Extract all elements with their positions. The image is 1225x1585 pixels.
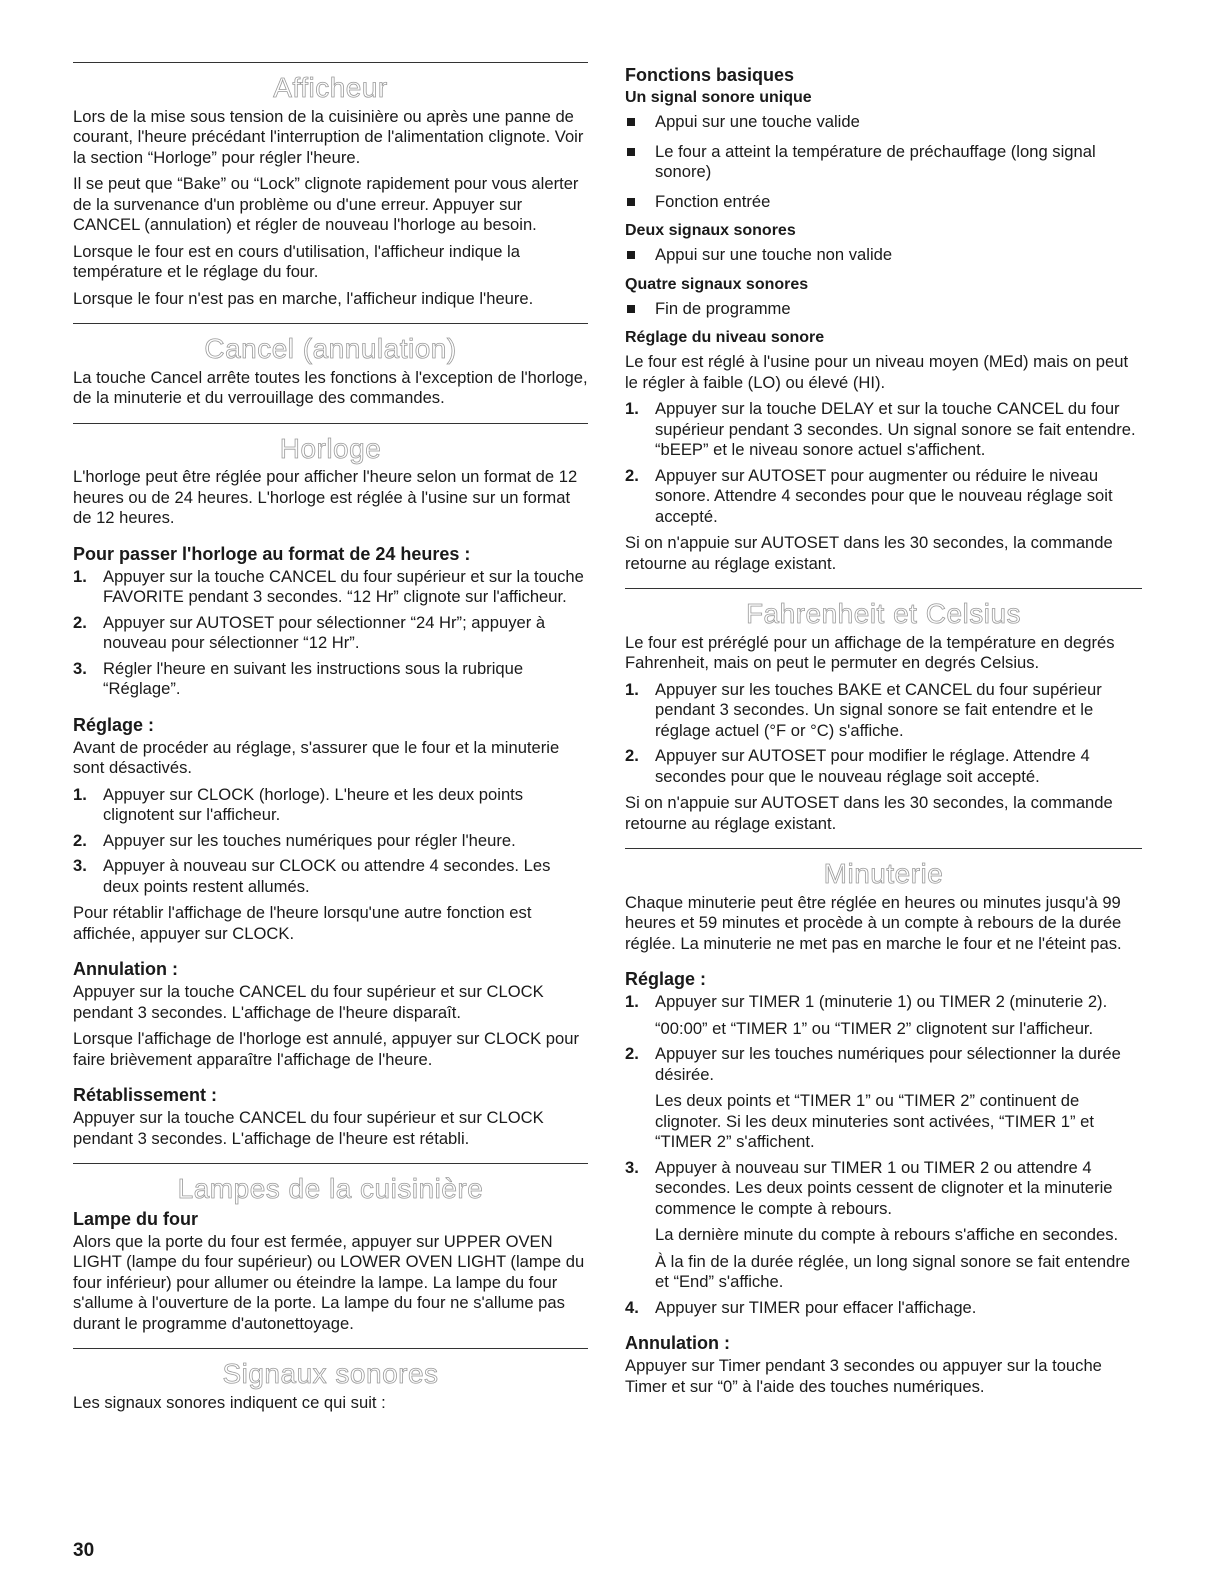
item-number: 2.: [73, 830, 87, 850]
paragraph: Appuyer sur la touche CANCEL du four supérieur et sur CLOCK pendant 3 secondes. L'affichage de l'heure est rétabli.: [73, 1108, 544, 1148]
paragraph: Les signaux sonores indiquent ce qui suit :: [73, 1392, 386, 1412]
paragraph: Chaque minuterie peut être réglée en heures ou minutes jusqu'à 99 heures et 59 minutes et procède à un compte à rebours de la durée réglée. La minuterie ne met pas en marche le four et ne l'éteint pas.: [625, 892, 1122, 953]
section-minuterie: [625, 849, 1142, 1397]
list-item: [73, 856, 588, 897]
section-fonctions: [625, 62, 1142, 574]
item-text: Appuyer sur les touches numériques pour régler l'heure.: [103, 830, 516, 850]
bullet-icon: [627, 305, 635, 313]
list-item: [625, 299, 1142, 320]
item-number: 2.: [73, 612, 87, 632]
item-number: 1.: [73, 566, 87, 586]
subheading: Lampe du four: [73, 1208, 198, 1229]
list-item: [625, 992, 1142, 1039]
item-text: Appuyer sur CLOCK (horloge). L'heure et les deux points clignotent sur l'afficheur.: [103, 784, 524, 825]
numbered-list: [625, 399, 1142, 527]
item-text: Fin de programme: [655, 298, 791, 318]
paragraph: Avant de procéder au réglage, s'assurer que le four et la minuterie sont désactivés.: [73, 737, 560, 778]
list-item: [625, 1158, 1142, 1293]
section-lampes: [73, 1164, 588, 1334]
subheading: Fonctions basiques: [625, 65, 795, 85]
list-item: [625, 466, 1142, 528]
section-title: Cancel (annulation): [204, 333, 457, 365]
item-number: 3.: [73, 658, 87, 678]
numbered-list: [73, 567, 588, 700]
paragraph: Si on n'appuie sur AUTOSET dans les 30 secondes, la commande retourne au réglage existant.: [625, 793, 1113, 833]
item-number: 1.: [625, 679, 639, 699]
section-afficheur: [73, 63, 588, 309]
item-note: Les deux points et “TIMER 1” ou “TIMER 2” continuent de clignoter. Si les deux minuteries sont activées, “TIMER 1” et “TIMER 2” s'affichent.: [655, 1091, 1094, 1152]
list-item: [625, 192, 1142, 213]
item-number: 1.: [73, 784, 87, 804]
item-text: Fonction entrée: [655, 191, 771, 211]
item-text: Appuyer sur TIMER pour effacer l'affichage.: [655, 1297, 977, 1317]
paragraph: Appuyer sur Timer pendant 3 secondes ou appuyer sur la touche Timer et sur “0” à l'aide des touches numériques.: [625, 1356, 1102, 1396]
bullet-icon: [627, 148, 635, 156]
paragraph: L'horloge peut être réglée pour afficher l'heure selon un format de 12 heures ou de 24 heures. L'horloge est réglée à l'usine sur un format de 12 heures.: [73, 467, 578, 528]
section-title: Afficheur: [273, 72, 388, 103]
item-text: Appuyer sur AUTOSET pour augmenter ou réduire le niveau sonore. Attendre 4 secondes pour que le nouveau réglage soit accepté.: [655, 465, 1113, 526]
bullet-list: [625, 245, 1142, 266]
list-item: [625, 1298, 1142, 1319]
list-item: [625, 399, 1142, 461]
section-title: Minuterie: [823, 858, 944, 890]
item-text: Appuyer sur TIMER 1 (minuterie 1) ou TIMER 2 (minuterie 2).: [655, 992, 1108, 1012]
item-number: 2.: [625, 465, 639, 485]
right-column: [625, 62, 1142, 1411]
list-item: [625, 680, 1142, 742]
paragraph: Il se peut que “Bake” ou “Lock” clignote rapidement pour vous alerter de la survenance d'un problème ou d'une erreur. Appuyer sur CANCEL (annulation) et régler de nouveau l'horloge au besoin.: [73, 174, 579, 235]
subheading: Annulation :: [625, 1333, 730, 1354]
list-item: [73, 613, 588, 654]
item-note: “00:00” et “TIMER 1” ou “TIMER 2” clignotent sur l'afficheur.: [655, 1018, 1094, 1038]
subheading: Rétablissement :: [73, 1085, 218, 1106]
section-cancel: [73, 324, 588, 409]
paragraph: Lorsque l'affichage de l'horloge est annulé, appuyer sur CLOCK pour faire brièvement apparaître l'affichage de l'heure.: [73, 1029, 580, 1069]
paragraph: Appuyer sur la touche CANCEL du four supérieur et sur CLOCK pendant 3 secondes. L'affichage de l'heure disparaît.: [73, 982, 544, 1022]
item-text: Appui sur une touche non valide: [655, 245, 893, 264]
item-text: Appuyer sur AUTOSET pour modifier le réglage. Attendre 4 secondes pour que le nouveau réglage soit accepté.: [655, 746, 1090, 786]
numbered-list: [73, 785, 588, 898]
item-text: Appuyer à nouveau sur TIMER 1 ou TIMER 2 ou attendre 4 secondes. Les deux points cessent de clignoter et la minuterie commence le compte à rebours.: [655, 1157, 1113, 1218]
numbered-list: [625, 992, 1142, 1318]
item-note: À la fin de la durée réglée, un long signal sonore se fait entendre et “End” s'affiche.: [655, 1251, 1131, 1292]
list-item: [73, 659, 588, 700]
item-text: Appuyer à nouveau sur CLOCK ou attendre 4 secondes. Les deux points restent allumés.: [103, 856, 551, 896]
subheading: Réglage :: [73, 714, 155, 735]
item-text: Appuyer sur les touches BAKE et CANCEL du four supérieur pendant 3 secondes. Un signal sonore se fait entendre et le réglage actuel (°F or °C) s'affiche.: [655, 679, 1102, 740]
section-title: Fahrenheit et Celsius: [745, 598, 1022, 629]
list-item: [625, 112, 1142, 133]
item-number: 1.: [625, 399, 639, 418]
paragraph: Lorsque le four n'est pas en marche, l'afficheur indique l'heure.: [73, 288, 534, 308]
list-item: [73, 785, 588, 826]
section-signaux: [73, 1349, 588, 1413]
item-text: Régler l'heure en suivant les instructions sous la rubrique “Réglage”.: [103, 658, 524, 699]
list-item: [625, 142, 1142, 183]
subheading: Pour passer l'horloge au format de 24 heures :: [73, 543, 471, 564]
bullet-list: [625, 299, 1142, 320]
section-title: Horloge: [279, 432, 382, 464]
list-item: [625, 1044, 1142, 1153]
bullet-list: [625, 112, 1142, 212]
item-text: Appuyer sur la touche CANCEL du four supérieur et sur la touche FAVORITE pendant 3 secondes. “12 Hr” clignote sur l'afficheur.: [103, 566, 584, 607]
list-item: [625, 746, 1142, 787]
item-note: La dernière minute du compte à rebours s'affiche en secondes.: [655, 1225, 1119, 1245]
item-number: 2.: [625, 1044, 639, 1064]
paragraph: Pour rétablir l'affichage de l'heure lorsqu'une autre fonction est affichée, appuyer sur CLOCK.: [73, 903, 532, 943]
item-number: 4.: [625, 1297, 639, 1317]
item-text: Appui sur une touche valide: [655, 112, 860, 131]
paragraph: La touche Cancel arrête toutes les fonctions à l'exception de l'horloge, de la minuterie et du verrouillage des commandes.: [73, 367, 588, 408]
item-number: 1.: [625, 992, 639, 1012]
minor-heading: Quatre signaux sonores: [625, 275, 809, 293]
item-text: Le four a atteint la température de préchauffage (long signal sonore): [655, 141, 1096, 181]
paragraph: Lors de la mise sous tension de la cuisinière ou après une panne de courant, l'heure précédant l'interruption de l'alimentation clignote. Voir la section “Horloge” pour régler l'heure.: [73, 106, 584, 167]
item-number: 2.: [625, 746, 639, 766]
paragraph: Le four est réglé à l'usine pour un niveau moyen (MEd) mais on peut le régler à faible (LO) ou élevé (HI).: [625, 352, 1129, 392]
item-number: 3.: [625, 1157, 639, 1177]
item-number: 3.: [73, 856, 87, 876]
minor-heading: Deux signaux sonores: [625, 222, 796, 239]
page-number: 30: [73, 1540, 95, 1561]
paragraph: Le four est préréglé pour un affichage de la température en degrés Fahrenheit, mais on peut le permuter en degrés Celsius.: [625, 632, 1115, 673]
subheading: Réglage :: [625, 969, 707, 990]
list-item: [73, 831, 588, 852]
left-column: [73, 62, 588, 1427]
list-item: [73, 567, 588, 608]
item-text: Appuyer sur AUTOSET pour sélectionner “24 Hr”; appuyer à nouveau pour sélectionner “12 Hr”.: [103, 612, 546, 653]
bullet-icon: [627, 118, 635, 126]
paragraph: Alors que la porte du four est fermée, appuyer sur UPPER OVEN LIGHT (lampe du four supérieur) ou LOWER OVEN LIGHT (lampe du four inférieur) pour allumer ou éteindre la lampe. La lampe du four s'allume à l'ouverture de la porte. La lampe du four ne s'allume pas durant le programme d'autonettoyage.: [73, 1231, 585, 1333]
minor-heading: Réglage du niveau sonore: [625, 329, 825, 346]
bullet-icon: [627, 198, 635, 206]
item-text: Appuyer sur la touche DELAY et sur la touche CANCEL du four supérieur pendant 3 secondes. Un signal sonore se fait entendre. “bEEP” et le niveau sonore actuel s'affichent.: [655, 399, 1136, 459]
list-item: [625, 245, 1142, 266]
subheading: Annulation :: [73, 959, 178, 980]
minor-heading: Un signal sonore unique: [625, 89, 812, 106]
section-title: Lampes de la cuisinière: [177, 1173, 484, 1205]
section-fahrenheit: [625, 589, 1142, 834]
paragraph: Lorsque le four est en cours d'utilisation, l'afficheur indique la température et le réglage du four.: [73, 241, 520, 282]
paragraph: Si on n'appuie sur AUTOSET dans les 30 secondes, la commande retourne au réglage existant.: [625, 533, 1113, 573]
item-text: Appuyer sur les touches numériques pour sélectionner la durée désirée.: [655, 1044, 1121, 1084]
bullet-icon: [627, 251, 635, 259]
section-horloge: [73, 424, 588, 1150]
section-title: Signaux sonores: [222, 1358, 439, 1390]
numbered-list: [625, 680, 1142, 788]
